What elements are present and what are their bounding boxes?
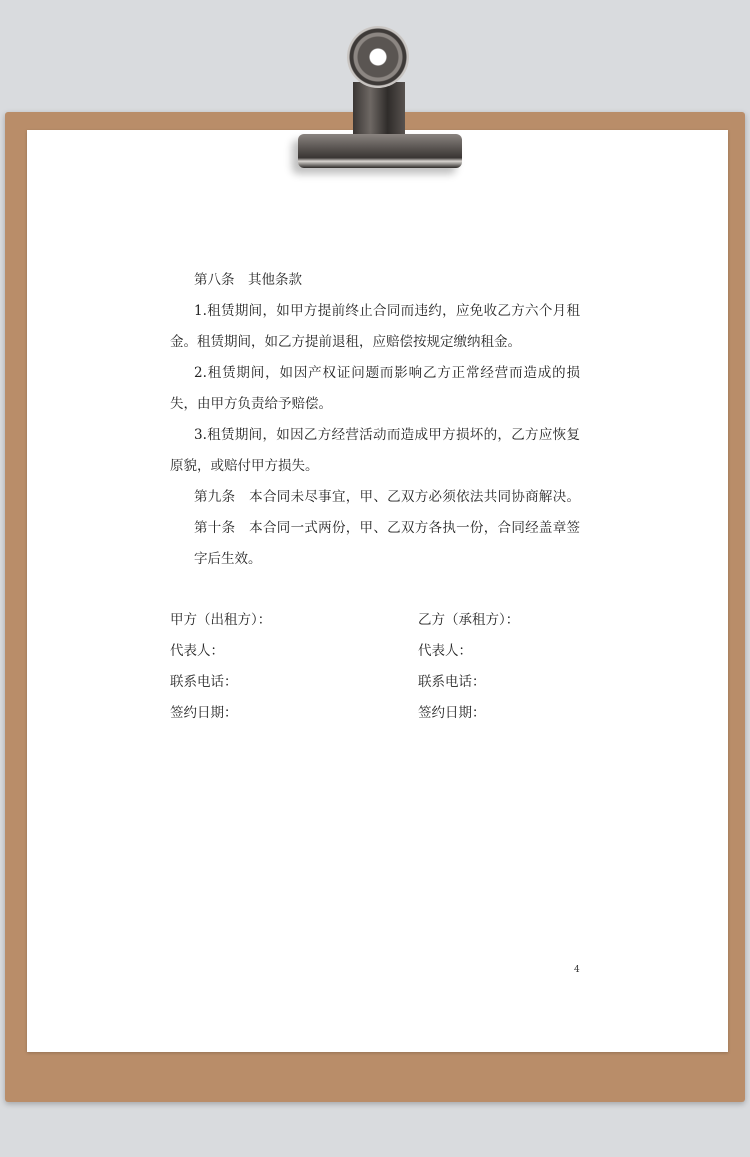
page-number: 4	[574, 965, 580, 975]
contract-text	[170, 268, 580, 578]
party-a-representative: 代表人：	[170, 643, 224, 659]
article-nine: 第九条 本合同未尽事宜，甲、乙双方必须依法共同协商解决。	[194, 489, 580, 505]
party-b-signature-block	[418, 605, 519, 729]
paragraph-line: 金。租赁期间，如乙方提前退租，应赔偿按规定缴纳租金。	[170, 334, 521, 350]
paragraph-line: 原貌，或赔付甲方损失。	[170, 458, 319, 474]
paragraph-line: 字后生效。	[194, 551, 262, 567]
party-a-label: 甲方（出租方）：	[170, 612, 272, 628]
paragraph-line: 2.租赁期间，如因产权证问题而影响乙方正常经营而造成的损	[194, 365, 580, 381]
party-b-representative: 代表人：	[418, 643, 472, 659]
paragraph-line: 3.租赁期间，如因乙方经营活动而造成甲方损坏的，乙方应恢复	[194, 427, 580, 443]
article-heading: 第八条 其他条款	[194, 272, 302, 288]
paragraph-line: 失，由甲方负责给予赔偿。	[170, 396, 332, 412]
party-b-label: 乙方（承租方）：	[418, 612, 520, 628]
binder-clip-icon	[353, 82, 405, 140]
party-a-phone: 联系电话：	[170, 674, 238, 690]
article-ten: 第十条 本合同一式两份，甲、乙双方各执一份，合同经盖章签	[194, 520, 580, 536]
party-a-signature-block	[170, 605, 271, 729]
party-a-date: 签约日期：	[170, 705, 238, 721]
binder-clip-ring-icon	[347, 26, 409, 88]
binder-clip-bar-icon	[298, 134, 462, 168]
paragraph-line: 1.租赁期间，如甲方提前终止合同而违约，应免收乙方六个月租	[194, 303, 580, 319]
party-b-date: 签约日期：	[418, 705, 486, 721]
party-b-phone: 联系电话：	[418, 674, 486, 690]
